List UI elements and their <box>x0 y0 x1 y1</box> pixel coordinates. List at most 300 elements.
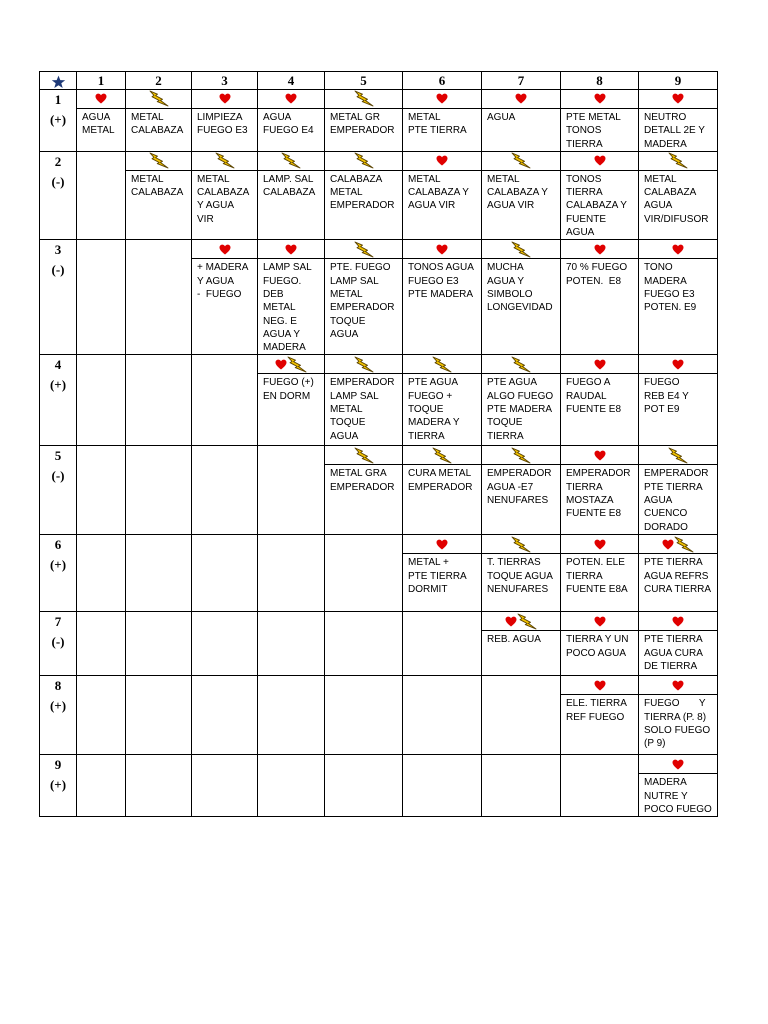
table-cell <box>482 612 561 676</box>
cell-text-line: LAMP SAL <box>330 390 379 402</box>
cell-text-line: TOQUE AGUA <box>487 570 553 582</box>
cell-text-line: PTE AGUA <box>487 377 538 389</box>
row-header <box>40 446 77 535</box>
lightning-bolt-icon <box>215 152 235 169</box>
cell-text-line: SOLO FUEGO <box>644 725 711 737</box>
lightning-bolt-icon <box>517 613 537 630</box>
table-cell <box>639 151 718 239</box>
column-header: 2 <box>126 72 192 90</box>
cell-text-line: EMPERADOR <box>487 468 552 480</box>
cell-text-line: NUTRE Y <box>644 790 688 802</box>
table-cell <box>639 535 718 612</box>
cell-icons <box>482 240 560 259</box>
cell-text-line: METAL <box>330 187 363 199</box>
cell-icons <box>639 355 717 374</box>
lightning-bolt-icon <box>668 152 688 169</box>
table-cell <box>561 240 639 355</box>
cell-text-line: (P 9) <box>644 738 666 750</box>
lightning-bolt-icon <box>354 152 374 169</box>
row-header <box>40 355 77 446</box>
row-header <box>40 90 77 152</box>
cell-text-line: DORMIT <box>408 584 448 596</box>
lightning-bolt-icon <box>668 447 688 464</box>
table-cell <box>192 612 258 676</box>
heart-icon <box>594 155 606 166</box>
cell-text-line: METAL <box>330 404 363 416</box>
corner-cell <box>40 72 77 90</box>
cell-icons <box>482 152 560 171</box>
cell-text-line: EMPERADOR <box>566 468 631 480</box>
row-header <box>40 676 77 755</box>
cell-text-line: REB. AGUA <box>487 634 541 646</box>
table-cell <box>561 446 639 535</box>
heart-icon <box>662 539 674 550</box>
cell-text-line: AGUA <box>330 328 359 340</box>
cell-text <box>561 109 638 151</box>
cell-icons <box>77 90 125 109</box>
cell-text <box>258 259 324 354</box>
cell-icons <box>126 152 191 171</box>
heart-icon <box>436 93 448 104</box>
table-cell <box>258 355 325 446</box>
table-cell <box>403 446 482 535</box>
cell-text-line: VIR <box>197 213 214 225</box>
cell-text-line: MUCHA <box>487 262 524 274</box>
heart-icon <box>594 93 606 104</box>
table-cell <box>126 612 192 676</box>
cell-icons <box>482 90 560 109</box>
cell-text-line: TIERRA <box>566 570 603 582</box>
table-cell <box>258 151 325 239</box>
cell-text-line: TOQUE <box>487 417 523 429</box>
cell-text-line: DEB <box>263 288 284 300</box>
table-cell <box>258 612 325 676</box>
cell-text-line: ALGO FUEGO <box>487 390 554 402</box>
column-header: 7 <box>482 72 561 90</box>
cell-text-line: TIERRA (P. 8) <box>644 711 707 723</box>
table-cell <box>192 240 258 355</box>
cell-text-line: CALABAZA Y <box>487 187 548 199</box>
table-row <box>40 355 718 446</box>
cell-text-line: PTE MADERA <box>487 404 553 416</box>
cell-text <box>639 774 717 816</box>
cell-icons <box>258 355 324 374</box>
cell-icons <box>325 355 402 374</box>
cell-text <box>325 259 402 341</box>
table-cell <box>561 612 639 676</box>
cell-text-line: CURA METAL <box>408 468 472 480</box>
cell-text-line: MADERA <box>644 777 687 789</box>
cell-text-line: EN DORM <box>263 390 311 402</box>
cell-text <box>126 109 191 138</box>
cell-icons <box>403 240 481 259</box>
heart-icon <box>275 359 287 370</box>
cell-text-line: METAL GR <box>330 112 381 123</box>
table-cell <box>482 355 561 446</box>
column-header: 9 <box>639 72 718 90</box>
heart-icon <box>219 93 231 104</box>
cell-text-line: METAL <box>197 173 230 185</box>
table-cell <box>403 755 482 817</box>
cell-text-line: DE TIERRA <box>644 661 698 673</box>
cell-icons <box>325 90 402 109</box>
cell-icons <box>325 240 402 259</box>
table-cell <box>126 676 192 755</box>
lightning-bolt-icon <box>511 152 531 169</box>
table-cell <box>192 355 258 446</box>
cell-text-line: METAL <box>487 173 520 185</box>
table-cell <box>403 90 482 152</box>
cell-text-line: METAL <box>330 288 363 300</box>
lightning-bolt-icon <box>511 536 531 553</box>
table-cell <box>258 676 325 755</box>
cell-text <box>403 554 481 596</box>
cell-text-line: MOSTAZA <box>566 495 614 507</box>
table-cell <box>192 151 258 239</box>
cell-text <box>639 554 717 596</box>
table-cell <box>561 151 639 239</box>
cell-text-line: NEUTRO <box>644 112 687 123</box>
cell-text-line: AGUA VIR <box>487 200 535 212</box>
table-cell <box>639 446 718 535</box>
cell-text-line: PTE TIERRA <box>408 125 467 137</box>
cell-text-line: CALABAZA <box>131 125 184 137</box>
table-cell <box>325 676 403 755</box>
cell-text-line: LAMP SAL <box>263 262 312 274</box>
cell-text-line: FUEGO. <box>263 275 302 287</box>
table-cell <box>561 355 639 446</box>
cell-text-line: NEG. E <box>263 315 297 327</box>
table-cell <box>482 535 561 612</box>
cell-text <box>482 374 560 442</box>
table-cell <box>325 755 403 817</box>
cell-text-line: LIMPIEZA <box>197 112 243 123</box>
cell-text-line: FUENTE E8A <box>566 584 628 596</box>
cell-text-line: FUEGO E3 <box>644 288 695 300</box>
cell-text-line: EMPERADOR <box>330 481 395 493</box>
lightning-bolt-icon <box>354 90 374 107</box>
cell-text-line: FUENTE E8 <box>566 508 622 520</box>
cell-icons <box>561 240 638 259</box>
lightning-bolt-icon <box>511 241 531 258</box>
row-sign: (-) <box>51 262 65 278</box>
table-cell <box>639 755 718 817</box>
cell-icons <box>639 446 717 465</box>
row-sign: (+) <box>49 557 67 573</box>
table-cell <box>561 90 639 152</box>
cell-text-line: CALABAZA Y <box>566 200 627 212</box>
lightning-bolt-icon <box>354 356 374 373</box>
table-cell <box>126 240 192 355</box>
cell-text-line: DORADO <box>644 521 688 533</box>
cell-text <box>258 374 324 403</box>
table-row <box>40 535 718 612</box>
cell-text-line: AGUA <box>330 430 359 442</box>
cell-text-line: CALABAZA Y <box>408 187 469 199</box>
heart-icon <box>672 93 684 104</box>
cell-icons <box>192 240 257 259</box>
cell-icons <box>639 535 717 554</box>
cell-text-line: AGUA <box>644 200 673 212</box>
cell-text <box>403 171 481 213</box>
cell-text-line: 70 % FUEGO <box>566 262 628 274</box>
star-icon <box>51 72 66 87</box>
row-number: 3 <box>54 242 62 258</box>
cell-icons <box>192 90 257 109</box>
cell-text-line: CALABAZA <box>644 187 697 199</box>
lightning-bolt-icon <box>674 536 694 553</box>
cell-text <box>561 374 638 416</box>
cell-text-line: AGUA REFRS <box>644 570 709 582</box>
heart-icon <box>515 93 527 104</box>
table-cell <box>77 676 126 755</box>
cell-text-line: PTE. FUEGO <box>330 262 391 274</box>
cell-text <box>561 695 638 724</box>
cell-text-line: DETALL 2E Y <box>644 125 705 137</box>
cell-text-line: AGUA <box>82 112 111 123</box>
cell-text-line: PTE TIERRA <box>644 557 703 569</box>
cell-text <box>639 374 717 416</box>
cell-text <box>561 171 638 239</box>
row-number: 4 <box>54 357 62 373</box>
cell-icons <box>561 355 638 374</box>
row-number: 6 <box>54 537 62 553</box>
table-cell <box>482 676 561 755</box>
table-cell <box>325 446 403 535</box>
cell-text <box>403 465 481 494</box>
cell-text-line: POTEN. ELE <box>566 557 625 569</box>
cell-text <box>639 695 717 750</box>
cell-icons <box>126 90 191 109</box>
table-row <box>40 240 718 355</box>
cell-text <box>192 171 257 226</box>
row-number: 5 <box>54 448 62 464</box>
table-cell <box>325 240 403 355</box>
table-cell <box>126 90 192 152</box>
table-cell <box>126 446 192 535</box>
cell-text-line: POT E9 <box>644 404 680 416</box>
table-cell <box>561 755 639 817</box>
cell-text-line: AGUA <box>566 227 595 239</box>
heart-icon <box>672 680 684 691</box>
cell-icons <box>482 612 560 631</box>
cell-text-line: TIERRA <box>566 138 603 150</box>
table-cell <box>403 240 482 355</box>
cell-text <box>325 171 402 213</box>
cell-text-line: Y AGUA <box>197 275 235 287</box>
cell-text-line: TIERRA Y UN <box>566 634 629 646</box>
lightning-bolt-icon <box>432 447 452 464</box>
cell-text <box>561 259 638 288</box>
cell-text-line: + MADERA <box>197 262 249 274</box>
table-cell <box>403 151 482 239</box>
heart-icon <box>95 93 107 104</box>
cell-text-line: METAL + <box>408 557 449 569</box>
column-header: 4 <box>258 72 325 90</box>
table-cell <box>325 90 403 152</box>
cell-text-line: AGUA Y <box>263 328 301 340</box>
cell-text <box>639 171 717 226</box>
lightning-bolt-icon <box>354 241 374 258</box>
row-sign: (+) <box>49 777 67 793</box>
cell-text-line: RAUDAL <box>566 390 607 402</box>
cell-text-line: PTE TIERRA <box>644 481 703 493</box>
table-row <box>40 612 718 676</box>
table-row <box>40 676 718 755</box>
cell-text-line: TONO <box>644 262 673 274</box>
heart-icon <box>436 539 448 550</box>
cell-text-line: FUENTE E8 <box>566 404 622 416</box>
table-cell <box>77 446 126 535</box>
cell-text <box>77 109 125 138</box>
table-cell <box>126 151 192 239</box>
table-cell <box>561 535 639 612</box>
cell-text-line: EMPERADOR <box>644 468 709 480</box>
row-header <box>40 240 77 355</box>
row-header <box>40 612 77 676</box>
cell-text <box>403 259 481 301</box>
heart-icon <box>594 450 606 461</box>
table-row <box>40 90 718 152</box>
column-header: 3 <box>192 72 258 90</box>
cell-text-line: NENUFARES <box>487 584 549 596</box>
lightning-bolt-icon <box>281 152 301 169</box>
cell-text-line: NENUFARES <box>487 495 549 507</box>
table-cell <box>192 90 258 152</box>
cell-icons <box>561 676 638 695</box>
column-header: 6 <box>403 72 482 90</box>
cell-icons <box>639 676 717 695</box>
table-cell <box>403 676 482 755</box>
table-cell <box>403 612 482 676</box>
cell-text-line: LAMP SAL <box>330 275 379 287</box>
row-number: 8 <box>54 678 62 694</box>
cell-text-line: AGUA Y <box>487 275 525 287</box>
lightning-bolt-icon <box>287 356 307 373</box>
table-cell <box>126 755 192 817</box>
table-cell <box>77 612 126 676</box>
row-sign: (-) <box>51 173 65 189</box>
cell-text <box>639 109 717 151</box>
cell-text-line: AGUA <box>487 112 516 123</box>
cell-text <box>403 374 481 442</box>
lightning-bolt-icon <box>354 447 374 464</box>
cell-icons <box>192 152 257 171</box>
cell-text-line: LAMP. SAL <box>263 173 314 185</box>
cell-text <box>192 109 257 138</box>
table-cell <box>639 355 718 446</box>
table-cell <box>77 535 126 612</box>
cell-icons <box>561 535 638 554</box>
row-sign: (-) <box>51 634 65 650</box>
cell-text-line: TIERRA <box>487 430 524 442</box>
cell-text <box>258 109 324 138</box>
cell-icons <box>403 446 481 465</box>
cell-icons <box>403 535 481 554</box>
cell-text-line: METAL GRA <box>330 468 387 480</box>
table-cell <box>77 755 126 817</box>
cell-text-line: TIERRA <box>566 187 603 199</box>
cell-text-line: MADERA <box>644 275 687 287</box>
row-sign: (+) <box>49 112 67 127</box>
cell-icons <box>325 446 402 465</box>
cell-text-line: POTEN. E8 <box>566 275 622 287</box>
table-cell <box>258 90 325 152</box>
cell-text <box>482 465 560 507</box>
table-cell <box>561 676 639 755</box>
column-header: 8 <box>561 72 639 90</box>
table-cell <box>192 755 258 817</box>
cell-text-line: EMPERADOR <box>330 377 395 389</box>
table-row <box>40 755 718 817</box>
cell-text-line: METAL <box>644 173 677 185</box>
lightning-bolt-icon <box>511 447 531 464</box>
cell-text-line: CALABAZA <box>330 173 383 185</box>
cell-text-line: EMPERADOR <box>330 125 395 137</box>
heart-icon <box>285 93 297 104</box>
table-cell <box>325 612 403 676</box>
row-number: 2 <box>54 153 62 169</box>
cell-text-line: AGUA <box>263 112 292 123</box>
table-cell <box>126 355 192 446</box>
heart-icon <box>436 244 448 255</box>
lightning-bolt-icon <box>432 356 452 373</box>
cell-text <box>561 631 638 660</box>
table-cell <box>482 446 561 535</box>
cell-text-line: FUEGO E3 <box>408 275 459 287</box>
cell-text-line: METAL <box>131 112 164 123</box>
cell-text-line: EMPERADOR <box>330 302 395 314</box>
table-cell <box>258 535 325 612</box>
row-header <box>40 151 77 239</box>
cell-text-line: FUEGO A <box>566 377 611 389</box>
row-number: 9 <box>54 757 62 773</box>
table-cell <box>325 355 403 446</box>
table-cell <box>258 755 325 817</box>
cell-text <box>639 465 717 533</box>
cell-icons <box>403 90 481 109</box>
cell-text <box>192 259 257 301</box>
cell-text-line: AGUA VIR <box>408 200 456 212</box>
heart-icon <box>436 155 448 166</box>
table-cell <box>403 535 482 612</box>
cell-text-line: TIERRA <box>408 430 445 442</box>
table-cell <box>325 151 403 239</box>
cell-text-line: VIR/DIFUSOR <box>644 213 709 225</box>
column-header: 1 <box>77 72 126 90</box>
cell-text <box>482 259 560 314</box>
table-cell <box>482 151 561 239</box>
table-cell <box>192 535 258 612</box>
cell-text-line: POCO FUEGO <box>644 804 712 816</box>
cell-text-line: REB E4 Y <box>644 390 689 402</box>
heart-icon <box>285 244 297 255</box>
table-cell <box>258 240 325 355</box>
table-cell <box>325 535 403 612</box>
cell-text <box>639 259 717 314</box>
table-cell <box>639 90 718 152</box>
cell-icons <box>561 152 638 171</box>
cell-text <box>126 171 191 200</box>
cell-icons <box>258 240 324 259</box>
cell-text-line: POTEN. E9 <box>644 302 697 314</box>
table-cell <box>639 612 718 676</box>
cell-text-line: CUENCO <box>644 508 688 520</box>
cell-text-line: Y AGUA <box>197 200 235 212</box>
cell-text <box>482 109 560 124</box>
row-number: 1 <box>54 92 62 107</box>
table-cell <box>482 90 561 152</box>
